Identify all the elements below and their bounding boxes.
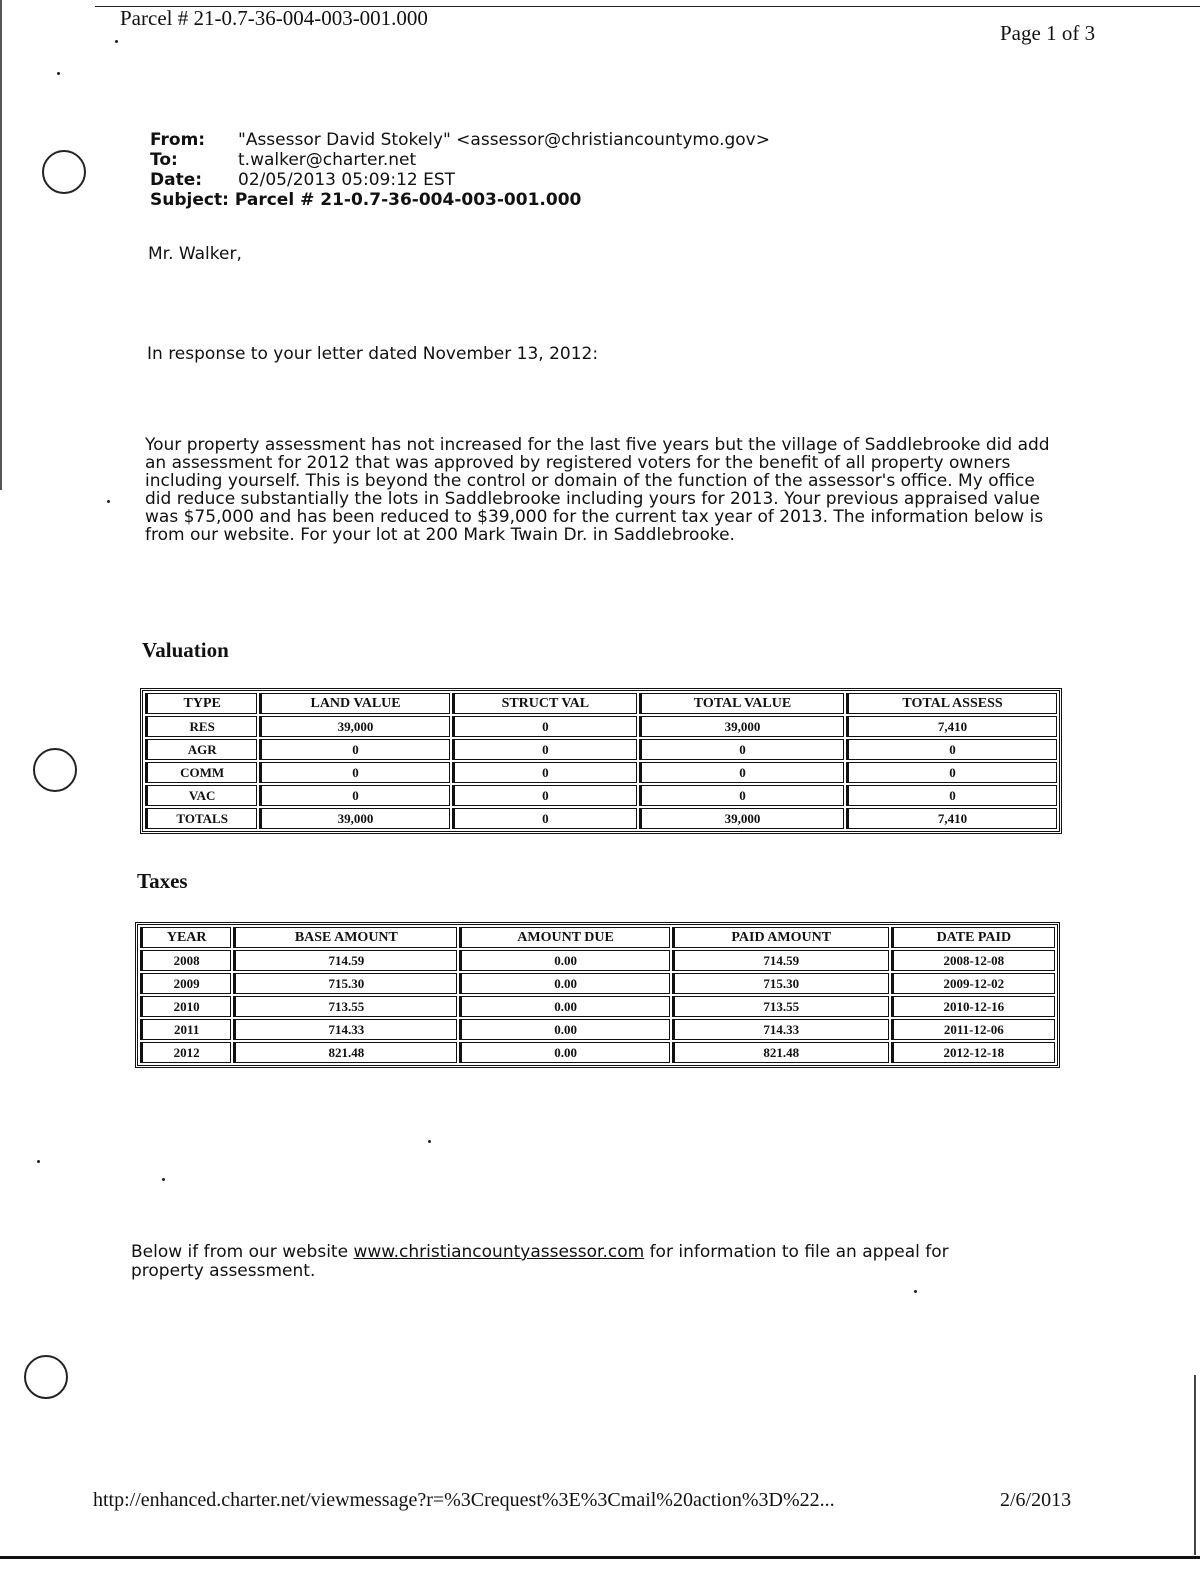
table-cell: 0 [452,762,637,783]
valuation-table [140,688,1062,834]
table-cell: 39,000 [259,808,449,829]
column-header: BASE AMOUNT [233,927,457,948]
table-cell: TOTALS [145,808,257,829]
salutation: Mr. Walker, [148,244,242,264]
footer-url: http://enhanced.charter.net/viewmessage?r=%3Crequest%3E%3Cmail%20action%3D%22... [93,1489,835,1511]
table-cell: 2012-12-18 [891,1042,1055,1063]
left-edge-rule [0,0,2,490]
table-cell: 2010-12-16 [891,996,1055,1017]
scan-speck [428,1140,431,1143]
from-row [150,130,770,150]
table-cell: 0.00 [459,973,669,994]
table-cell: 714.59 [233,950,457,971]
table-cell: 0 [846,762,1057,783]
table-row [140,973,1055,994]
scan-speck [107,500,110,503]
table-cell: 0 [259,739,449,760]
table-cell: 0.00 [459,950,669,971]
appeal-note-after: for information to file an appeal for property assessment. [131,1242,949,1281]
intro-line: In response to your letter dated November 13, 2012: [147,344,599,364]
table-cell: 821.48 [672,1042,889,1063]
table-row [140,950,1055,971]
table-cell: 714.33 [672,1019,889,1040]
date-row [150,170,770,190]
table-cell: 7,410 [846,808,1057,829]
column-header: LAND VALUE [259,693,449,714]
table-cell: 821.48 [233,1042,457,1063]
scan-speck [57,72,60,75]
column-header: AMOUNT DUE [459,927,669,948]
body-paragraph: Your property assessment has not increased for the last five years but the village of Saddlebrooke did add an assessment for 2012 that was approved by registered voters for the benefit of all property owners including yourself. This is beyond the control or domain of the function of the assessor's office. My office did reduce substantially the lots in Saddlebrooke including yours for 2013. Your previous appraised value was $75,000 and has been reduced to $39,000 for the current tax year of 2013. The information below is from our website. For your lot at 200 Mark Twain Dr. in Saddlebrooke. [145,435,1050,545]
scan-speck [162,1178,165,1181]
subject-label: Subject: [150,190,229,210]
table-header-row [140,927,1055,948]
header-parcel: Parcel # 21-0.7-36-004-003-001.000 [120,6,428,30]
column-header: PAID AMOUNT [672,927,889,948]
column-header: STRUCT VAL [452,693,637,714]
table-cell: 39,000 [639,716,844,737]
table-cell: AGR [145,739,257,760]
from-value: "Assessor David Stokely" <assessor@christiancountymo.gov> [238,130,770,150]
column-header: TOTAL VALUE [639,693,844,714]
table-row [145,716,1057,737]
footer-date: 2/6/2013 [1000,1489,1072,1511]
to-value: t.walker@charter.net [238,150,417,170]
punch-hole-icon [24,1355,68,1399]
to-label: To: [150,150,178,170]
table-row [140,1019,1055,1040]
table-cell: 0 [639,739,844,760]
table-cell: RES [145,716,257,737]
table-cell: COMM [145,762,257,783]
table-cell: 0 [639,762,844,783]
date-label: Date: [150,170,203,190]
taxes-title: Taxes [137,869,188,893]
appeal-note [131,1243,1011,1281]
table-cell: 2008 [140,950,231,971]
table-cell: 0 [846,739,1057,760]
taxes-table [135,922,1060,1068]
table-cell: 2012 [140,1042,231,1063]
table-row [145,808,1057,829]
column-header: TOTAL ASSESS [846,693,1057,714]
appeal-note-before: Below if from our website [131,1242,354,1262]
table-cell: 2008-12-08 [891,950,1055,971]
table-cell: 2010 [140,996,231,1017]
punch-hole-icon [42,150,86,194]
table-row [145,785,1057,806]
to-row [150,150,770,170]
bottom-rule [0,1556,1200,1559]
table-cell: 0 [452,739,637,760]
table-cell: 714.59 [672,950,889,971]
table-cell: 0 [452,808,637,829]
subject-row [150,190,770,210]
scan-speck [914,1290,917,1293]
table-cell: 39,000 [639,808,844,829]
table-cell: 39,000 [259,716,449,737]
table-cell: VAC [145,785,257,806]
scan-speck [37,1160,40,1163]
table-cell: 0.00 [459,1042,669,1063]
table-cell: 0.00 [459,996,669,1017]
scan-speck [115,40,118,43]
table-cell: 713.55 [233,996,457,1017]
subject-value: Parcel # 21-0.7-36-004-003-001.000 [234,190,582,210]
header-page-number: Page 1 of 3 [1000,21,1096,45]
table-cell: 0 [452,716,637,737]
table-cell: 2009 [140,973,231,994]
table-cell: 0 [452,785,637,806]
from-label: From: [150,130,206,150]
table-cell: 0.00 [459,1019,669,1040]
column-header: YEAR [140,927,231,948]
table-cell: 0 [259,762,449,783]
valuation-title: Valuation [142,638,229,662]
table-cell: 2009-12-02 [891,973,1055,994]
table-cell: 715.30 [672,973,889,994]
table-header-row [145,693,1057,714]
table-cell: 7,410 [846,716,1057,737]
punch-hole-icon [33,748,77,792]
table-cell: 2011 [140,1019,231,1040]
right-edge-rule [1194,1375,1196,1555]
email-header [150,130,770,210]
table-cell: 713.55 [672,996,889,1017]
date-value: 02/05/2013 05:09:12 EST [238,170,456,190]
table-cell: 0 [259,785,449,806]
table-row [140,996,1055,1017]
table-row [145,739,1057,760]
table-cell: 0 [639,785,844,806]
table-cell: 714.33 [233,1019,457,1040]
table-row [145,762,1057,783]
column-header: TYPE [145,693,257,714]
table-cell: 715.30 [233,973,457,994]
table-cell: 0 [846,785,1057,806]
assessor-website-link[interactable]: www.christiancountyassessor.com [353,1242,645,1262]
table-row [140,1042,1055,1063]
column-header: DATE PAID [891,927,1055,948]
table-cell: 2011-12-06 [891,1019,1055,1040]
